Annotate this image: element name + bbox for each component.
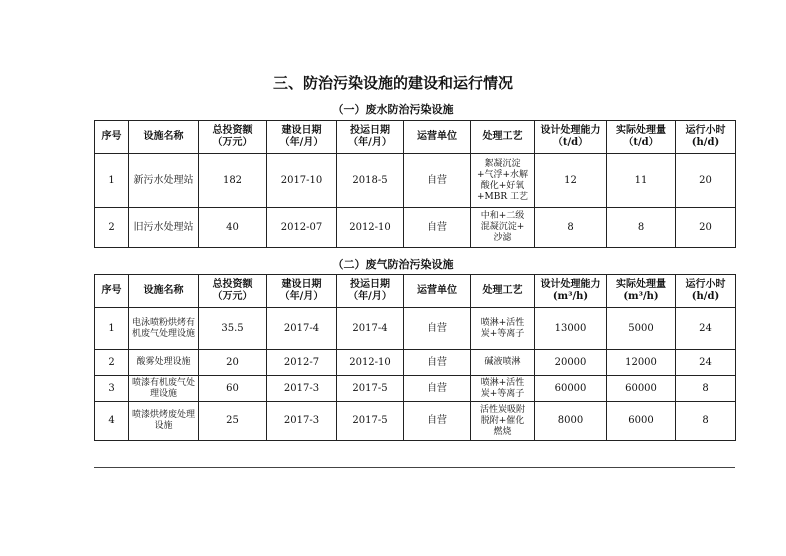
cell-capacity: 8000 [535, 402, 607, 441]
header-capacity: 设计处理能力 （t/d） [535, 121, 607, 154]
cell-actual: 6000 [607, 402, 676, 441]
section-title: 三、防治污染设施的建设和运行情况 [272, 74, 513, 92]
header-operator: 运营单位 [404, 121, 471, 154]
cell-name: 旧污水处理站 [129, 208, 199, 248]
cell-start-date: 2012-10 [337, 350, 404, 376]
cell-process: 喷淋+活性 炭+等离子 [471, 376, 535, 402]
table-row [95, 402, 736, 441]
cell-hours: 8 [676, 402, 736, 441]
cell-investment: 25 [199, 402, 267, 441]
table-row [95, 154, 736, 208]
cell-operator: 自营 [404, 402, 471, 441]
header-build-date: 建设日期 （年/月） [267, 275, 337, 308]
cell-capacity: 13000 [535, 308, 607, 350]
header-start-date: 投运日期 （年/月） [337, 121, 404, 154]
cell-build-date: 2017-10 [267, 154, 337, 208]
table-row [95, 308, 736, 350]
cell-actual: 11 [607, 154, 676, 208]
cell-hours: 24 [676, 308, 736, 350]
table-row [95, 376, 736, 402]
cell-start-date: 2017-5 [337, 402, 404, 441]
cell-process: 中和+二级 混凝沉淀+ 沙滤 [471, 208, 535, 248]
cell-hours: 24 [676, 350, 736, 376]
table-row [95, 208, 736, 248]
cell-operator: 自营 [404, 350, 471, 376]
gas-facilities-table [94, 274, 736, 441]
cell-actual: 8 [607, 208, 676, 248]
cell-build-date: 2012-07 [267, 208, 337, 248]
cell-process: 絮凝沉淀 +气浮+水解 酸化+好氧 +MBR 工艺 [471, 154, 535, 208]
cell-capacity: 8 [535, 208, 607, 248]
header-hours: 运行小时 (h/d) [676, 121, 736, 154]
cell-investment: 20 [199, 350, 267, 376]
cell-operator: 自营 [404, 208, 471, 248]
header-process: 处理工艺 [471, 275, 535, 308]
header-process: 处理工艺 [471, 121, 535, 154]
cell-index: 3 [95, 376, 129, 402]
water-facilities-table [94, 120, 736, 248]
cell-investment: 60 [199, 376, 267, 402]
water-table-title: （一）废水防治污染设施 [332, 103, 454, 116]
cell-process: 碱液喷淋 [471, 350, 535, 376]
cell-index: 1 [95, 154, 129, 208]
header-actual: 实际处理量 (m³/h) [607, 275, 676, 308]
table-header-row [95, 121, 736, 154]
header-build-date: 建设日期 （年/月） [267, 121, 337, 154]
cell-hours: 20 [676, 154, 736, 208]
cell-build-date: 2012-7 [267, 350, 337, 376]
header-investment: 总投资额 （万元） [199, 121, 267, 154]
cell-actual: 5000 [607, 308, 676, 350]
cell-actual: 12000 [607, 350, 676, 376]
gas-table-title: （二）废气防治污染设施 [332, 258, 454, 271]
cell-start-date: 2012-10 [337, 208, 404, 248]
header-investment: 总投资额 （万元） [199, 275, 267, 308]
cell-build-date: 2017-3 [267, 376, 337, 402]
page-divider [94, 467, 735, 468]
cell-start-date: 2018-5 [337, 154, 404, 208]
header-operator: 运营单位 [404, 275, 471, 308]
table-row [95, 350, 736, 376]
cell-process: 活性炭吸附 脱附+催化 燃烧 [471, 402, 535, 441]
cell-process: 喷淋+活性 炭+等离子 [471, 308, 535, 350]
header-index: 序号 [95, 121, 129, 154]
cell-name: 喷漆有机废气处理设施 [129, 376, 199, 402]
cell-hours: 8 [676, 376, 736, 402]
header-capacity: 设计处理能力 (m³/h) [535, 275, 607, 308]
cell-index: 1 [95, 308, 129, 350]
header-start-date: 投运日期 （年/月） [337, 275, 404, 308]
cell-capacity: 60000 [535, 376, 607, 402]
header-hours: 运行小时 (h/d) [676, 275, 736, 308]
cell-index: 2 [95, 350, 129, 376]
cell-start-date: 2017-4 [337, 308, 404, 350]
cell-operator: 自营 [404, 308, 471, 350]
header-name: 设施名称 [129, 275, 199, 308]
cell-capacity: 20000 [535, 350, 607, 376]
cell-operator: 自营 [404, 154, 471, 208]
cell-name: 新污水处理站 [129, 154, 199, 208]
cell-index: 4 [95, 402, 129, 441]
cell-operator: 自营 [404, 376, 471, 402]
cell-investment: 182 [199, 154, 267, 208]
cell-name: 喷漆烘烤废处理设施 [129, 402, 199, 441]
cell-name: 酸雾处理设施 [129, 350, 199, 376]
cell-capacity: 12 [535, 154, 607, 208]
cell-investment: 40 [199, 208, 267, 248]
cell-name: 电泳喷粉烘烤有机废气处理设施 [129, 308, 199, 350]
cell-actual: 60000 [607, 376, 676, 402]
table-header-row [95, 275, 736, 308]
header-index: 序号 [95, 275, 129, 308]
cell-investment: 35.5 [199, 308, 267, 350]
cell-hours: 20 [676, 208, 736, 248]
cell-index: 2 [95, 208, 129, 248]
cell-build-date: 2017-4 [267, 308, 337, 350]
cell-start-date: 2017-5 [337, 376, 404, 402]
header-actual: 实际处理量 （t/d） [607, 121, 676, 154]
cell-build-date: 2017-3 [267, 402, 337, 441]
header-name: 设施名称 [129, 121, 199, 154]
